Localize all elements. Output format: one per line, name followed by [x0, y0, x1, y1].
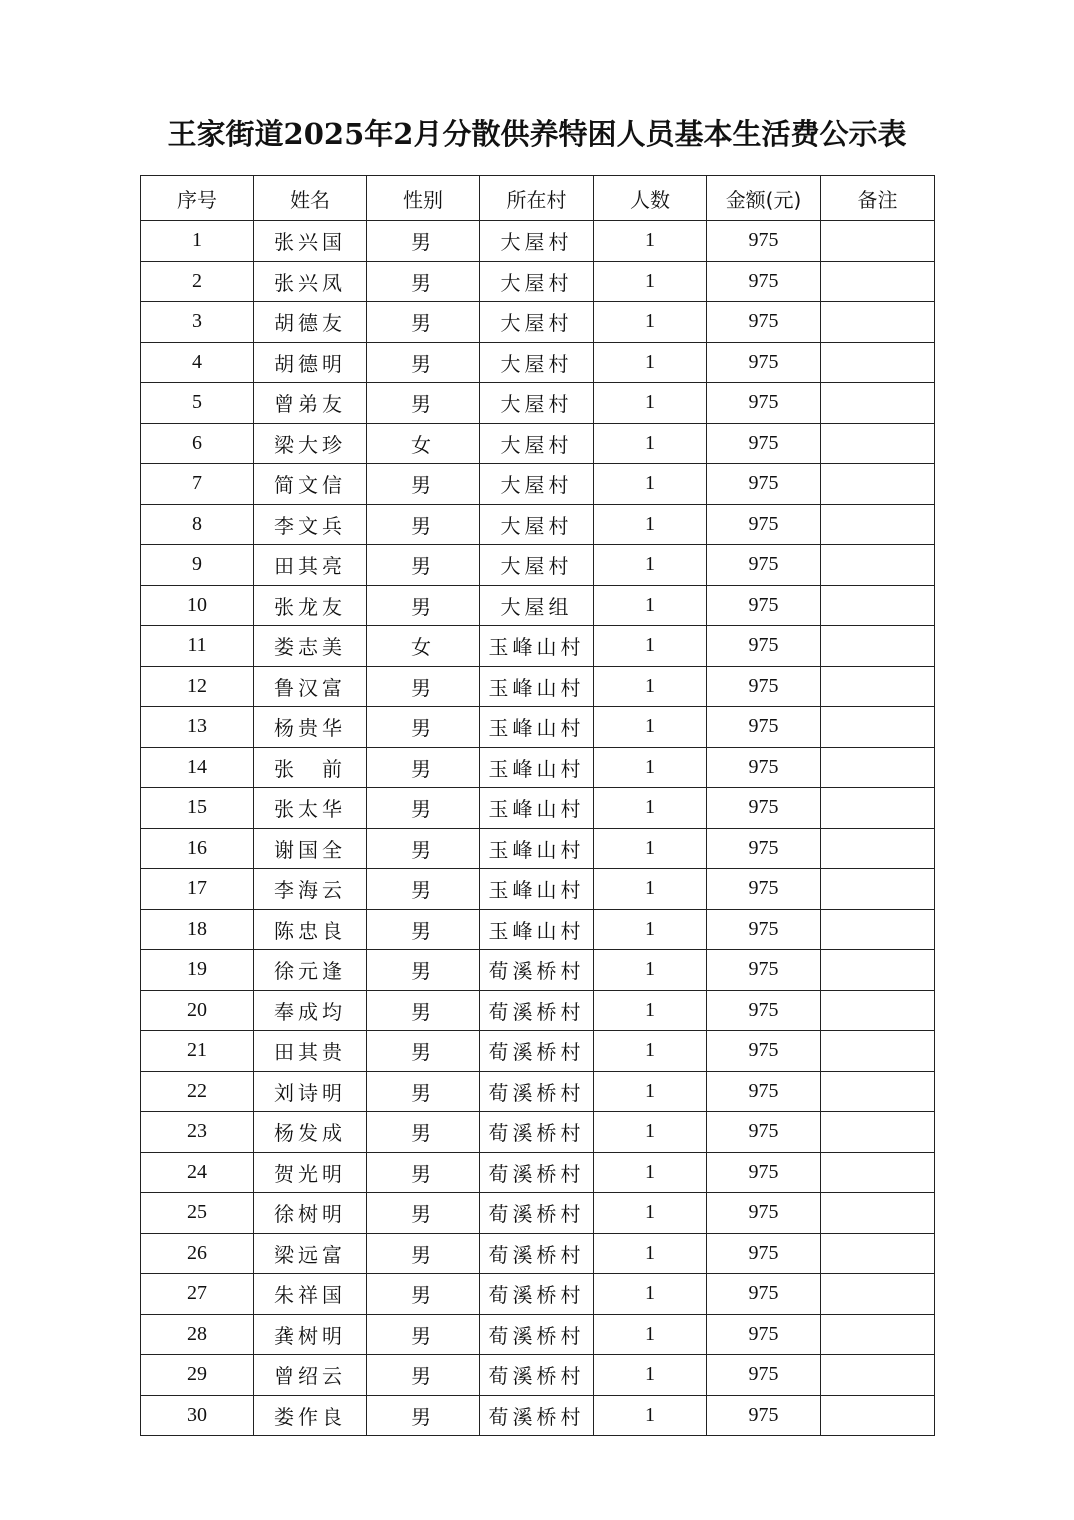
cell-name: 奉成均 — [254, 990, 367, 1031]
cell-seq: 9 — [141, 545, 254, 586]
cell-count: 1 — [594, 1071, 707, 1112]
cell-name: 田其亮 — [254, 545, 367, 586]
table-row — [141, 221, 935, 262]
table-row — [141, 990, 935, 1031]
cell-count: 1 — [594, 626, 707, 667]
cell-gender: 男 — [367, 464, 480, 505]
cell-village: 荀溪桥村 — [480, 1355, 594, 1396]
cell-amount: 975 — [707, 747, 821, 788]
cell-seq: 2 — [141, 261, 254, 302]
cell-amount: 975 — [707, 1274, 821, 1315]
table-row — [141, 545, 935, 586]
cell-amount: 975 — [707, 990, 821, 1031]
cell-amount: 975 — [707, 1355, 821, 1396]
cell-amount: 975 — [707, 545, 821, 586]
cell-name: 龚树明 — [254, 1314, 367, 1355]
cell-count: 1 — [594, 950, 707, 991]
cell-name: 徐树明 — [254, 1193, 367, 1234]
cell-amount: 975 — [707, 1112, 821, 1153]
cell-gender: 男 — [367, 828, 480, 869]
cell-note — [821, 1314, 935, 1355]
cell-name: 简文信 — [254, 464, 367, 505]
cell-village: 大屋村 — [480, 504, 594, 545]
cell-note — [821, 1233, 935, 1274]
cell-village: 玉峰山村 — [480, 707, 594, 748]
cell-name: 徐元逢 — [254, 950, 367, 991]
cell-note — [821, 869, 935, 910]
cell-village: 大屋村 — [480, 261, 594, 302]
table-row — [141, 1314, 935, 1355]
table-row — [141, 464, 935, 505]
cell-amount: 975 — [707, 950, 821, 991]
cell-seq: 1 — [141, 221, 254, 262]
cell-name: 张龙友 — [254, 585, 367, 626]
cell-village: 玉峰山村 — [480, 747, 594, 788]
cell-count: 1 — [594, 909, 707, 950]
cell-name: 杨发成 — [254, 1112, 367, 1153]
cell-amount: 975 — [707, 1395, 821, 1436]
cell-count: 1 — [594, 423, 707, 464]
table-row — [141, 788, 935, 829]
cell-name: 曾绍云 — [254, 1355, 367, 1396]
cell-seq: 4 — [141, 342, 254, 383]
cell-note — [821, 464, 935, 505]
cell-seq: 25 — [141, 1193, 254, 1234]
cell-name: 张兴凤 — [254, 261, 367, 302]
cell-note — [821, 828, 935, 869]
cell-note — [821, 585, 935, 626]
table-row — [141, 747, 935, 788]
cell-seq: 18 — [141, 909, 254, 950]
cell-village: 玉峰山村 — [480, 828, 594, 869]
cell-amount: 975 — [707, 869, 821, 910]
cell-gender: 男 — [367, 1071, 480, 1112]
cell-seq: 16 — [141, 828, 254, 869]
table-row — [141, 1152, 935, 1193]
cell-seq: 28 — [141, 1314, 254, 1355]
cell-gender: 男 — [367, 788, 480, 829]
cell-name: 张太华 — [254, 788, 367, 829]
cell-village: 大屋村 — [480, 423, 594, 464]
cell-seq: 13 — [141, 707, 254, 748]
table-row — [141, 828, 935, 869]
cell-gender: 男 — [367, 1233, 480, 1274]
cell-gender: 男 — [367, 342, 480, 383]
cell-count: 1 — [594, 504, 707, 545]
cell-seq: 14 — [141, 747, 254, 788]
table-row — [141, 950, 935, 991]
cell-village: 荀溪桥村 — [480, 1395, 594, 1436]
table-row — [141, 1395, 935, 1436]
cell-seq: 22 — [141, 1071, 254, 1112]
cell-village: 大屋村 — [480, 545, 594, 586]
cell-amount: 975 — [707, 423, 821, 464]
cell-gender: 男 — [367, 1031, 480, 1072]
cell-village: 荀溪桥村 — [480, 1112, 594, 1153]
cell-amount: 975 — [707, 383, 821, 424]
cell-village: 大屋村 — [480, 302, 594, 343]
cell-village: 玉峰山村 — [480, 788, 594, 829]
cell-name: 娄志美 — [254, 626, 367, 667]
cell-name: 张 前 — [254, 747, 367, 788]
cell-amount: 975 — [707, 1193, 821, 1234]
cell-note — [821, 707, 935, 748]
cell-gender: 男 — [367, 1274, 480, 1315]
cell-note — [821, 261, 935, 302]
cell-name: 胡德明 — [254, 342, 367, 383]
cell-amount: 975 — [707, 828, 821, 869]
cell-gender: 男 — [367, 747, 480, 788]
cell-count: 1 — [594, 302, 707, 343]
cell-note — [821, 1031, 935, 1072]
header-row — [141, 176, 935, 221]
cell-village: 玉峰山村 — [480, 869, 594, 910]
cell-seq: 19 — [141, 950, 254, 991]
cell-count: 1 — [594, 1314, 707, 1355]
cell-note — [821, 423, 935, 464]
cell-note — [821, 1355, 935, 1396]
cell-seq: 30 — [141, 1395, 254, 1436]
cell-seq: 7 — [141, 464, 254, 505]
cell-name: 梁远富 — [254, 1233, 367, 1274]
cell-count: 1 — [594, 383, 707, 424]
cell-village: 荀溪桥村 — [480, 1233, 594, 1274]
cell-note — [821, 788, 935, 829]
cell-village: 玉峰山村 — [480, 626, 594, 667]
cell-note — [821, 383, 935, 424]
cell-gender: 男 — [367, 221, 480, 262]
cell-seq: 5 — [141, 383, 254, 424]
table-row — [141, 1274, 935, 1315]
cell-name: 曾弟友 — [254, 383, 367, 424]
cell-village: 大屋村 — [480, 221, 594, 262]
cell-village: 荀溪桥村 — [480, 1152, 594, 1193]
cell-name: 朱祥国 — [254, 1274, 367, 1315]
cell-gender: 女 — [367, 626, 480, 667]
cell-gender: 男 — [367, 1355, 480, 1396]
cell-village: 荀溪桥村 — [480, 990, 594, 1031]
cell-name: 刘诗明 — [254, 1071, 367, 1112]
header-amount: 金额(元) — [707, 176, 821, 221]
table-row — [141, 1031, 935, 1072]
cell-note — [821, 1274, 935, 1315]
cell-village: 玉峰山村 — [480, 666, 594, 707]
cell-name: 贺光明 — [254, 1152, 367, 1193]
cell-village: 荀溪桥村 — [480, 1071, 594, 1112]
table-row — [141, 626, 935, 667]
cell-count: 1 — [594, 990, 707, 1031]
cell-seq: 29 — [141, 1355, 254, 1396]
table-row — [141, 342, 935, 383]
header-gender: 性别 — [367, 176, 480, 221]
cell-name: 李海云 — [254, 869, 367, 910]
header-count: 人数 — [594, 176, 707, 221]
cell-note — [821, 909, 935, 950]
cell-amount: 975 — [707, 909, 821, 950]
cell-amount: 975 — [707, 1233, 821, 1274]
cell-count: 1 — [594, 1193, 707, 1234]
cell-amount: 975 — [707, 666, 821, 707]
cell-count: 1 — [594, 707, 707, 748]
cell-village: 大屋组 — [480, 585, 594, 626]
cell-amount: 975 — [707, 1071, 821, 1112]
table-row — [141, 423, 935, 464]
cell-village: 荀溪桥村 — [480, 950, 594, 991]
table-row — [141, 666, 935, 707]
table-row — [141, 261, 935, 302]
cell-note — [821, 990, 935, 1031]
cell-name: 陈忠良 — [254, 909, 367, 950]
cell-note — [821, 747, 935, 788]
header-name: 姓名 — [254, 176, 367, 221]
cell-village: 荀溪桥村 — [480, 1031, 594, 1072]
cell-village: 荀溪桥村 — [480, 1314, 594, 1355]
cell-village: 大屋村 — [480, 342, 594, 383]
cell-name: 谢国全 — [254, 828, 367, 869]
table-row — [141, 1233, 935, 1274]
cell-amount: 975 — [707, 1031, 821, 1072]
cell-gender: 男 — [367, 1152, 480, 1193]
cell-seq: 8 — [141, 504, 254, 545]
cell-count: 1 — [594, 221, 707, 262]
cell-gender: 男 — [367, 504, 480, 545]
table-row — [141, 1193, 935, 1234]
cell-count: 1 — [594, 828, 707, 869]
cell-note — [821, 302, 935, 343]
cell-gender: 男 — [367, 1193, 480, 1234]
table-row — [141, 504, 935, 545]
cell-note — [821, 1395, 935, 1436]
cell-count: 1 — [594, 788, 707, 829]
cell-seq: 12 — [141, 666, 254, 707]
cell-gender: 男 — [367, 1395, 480, 1436]
cell-name: 张兴国 — [254, 221, 367, 262]
cell-count: 1 — [594, 261, 707, 302]
cell-note — [821, 1112, 935, 1153]
cell-gender: 男 — [367, 1314, 480, 1355]
table-row — [141, 1071, 935, 1112]
cell-gender: 男 — [367, 707, 480, 748]
cell-seq: 3 — [141, 302, 254, 343]
cell-gender: 男 — [367, 869, 480, 910]
cell-name: 鲁汉富 — [254, 666, 367, 707]
cell-amount: 975 — [707, 342, 821, 383]
cell-amount: 975 — [707, 585, 821, 626]
cell-seq: 27 — [141, 1274, 254, 1315]
cell-name: 李文兵 — [254, 504, 367, 545]
table-row — [141, 909, 935, 950]
cell-count: 1 — [594, 666, 707, 707]
cell-note — [821, 666, 935, 707]
cell-count: 1 — [594, 342, 707, 383]
cell-seq: 17 — [141, 869, 254, 910]
cell-seq: 26 — [141, 1233, 254, 1274]
cell-count: 1 — [594, 1395, 707, 1436]
cell-gender: 男 — [367, 990, 480, 1031]
table-row — [141, 1355, 935, 1396]
roster-table — [140, 175, 935, 1436]
cell-seq: 15 — [141, 788, 254, 829]
cell-gender: 男 — [367, 383, 480, 424]
table-row — [141, 1112, 935, 1153]
cell-gender: 男 — [367, 1112, 480, 1153]
cell-count: 1 — [594, 869, 707, 910]
cell-note — [821, 221, 935, 262]
cell-name: 杨贵华 — [254, 707, 367, 748]
cell-village: 大屋村 — [480, 383, 594, 424]
cell-count: 1 — [594, 585, 707, 626]
cell-amount: 975 — [707, 1314, 821, 1355]
header-village: 所在村 — [480, 176, 594, 221]
cell-amount: 975 — [707, 504, 821, 545]
cell-gender: 男 — [367, 909, 480, 950]
cell-note — [821, 626, 935, 667]
cell-note — [821, 1193, 935, 1234]
cell-amount: 975 — [707, 626, 821, 667]
cell-village: 荀溪桥村 — [480, 1193, 594, 1234]
cell-village: 玉峰山村 — [480, 909, 594, 950]
cell-gender: 男 — [367, 302, 480, 343]
cell-gender: 男 — [367, 950, 480, 991]
cell-count: 1 — [594, 1031, 707, 1072]
cell-count: 1 — [594, 545, 707, 586]
table-row — [141, 585, 935, 626]
cell-amount: 975 — [707, 464, 821, 505]
cell-seq: 11 — [141, 626, 254, 667]
roster-body — [141, 221, 935, 1436]
cell-seq: 24 — [141, 1152, 254, 1193]
cell-village: 大屋村 — [480, 464, 594, 505]
cell-amount: 975 — [707, 788, 821, 829]
table-row — [141, 302, 935, 343]
document-title: 王家街道2025年2月分散供养特困人员基本生活费公示表 — [167, 117, 907, 151]
cell-amount: 975 — [707, 1152, 821, 1193]
cell-seq: 21 — [141, 1031, 254, 1072]
cell-amount: 975 — [707, 707, 821, 748]
cell-note — [821, 1071, 935, 1112]
table-row — [141, 869, 935, 910]
cell-count: 1 — [594, 1355, 707, 1396]
cell-amount: 975 — [707, 261, 821, 302]
cell-gender: 男 — [367, 585, 480, 626]
header-seq: 序号 — [141, 176, 254, 221]
cell-count: 1 — [594, 1233, 707, 1274]
cell-gender: 男 — [367, 666, 480, 707]
cell-count: 1 — [594, 1274, 707, 1315]
cell-name: 梁大珍 — [254, 423, 367, 464]
cell-note — [821, 342, 935, 383]
cell-seq: 20 — [141, 990, 254, 1031]
cell-count: 1 — [594, 464, 707, 505]
cell-gender: 女 — [367, 423, 480, 464]
cell-seq: 23 — [141, 1112, 254, 1153]
cell-village: 荀溪桥村 — [480, 1274, 594, 1315]
cell-gender: 男 — [367, 545, 480, 586]
cell-note — [821, 545, 935, 586]
table-row — [141, 383, 935, 424]
cell-seq: 10 — [141, 585, 254, 626]
table-row — [141, 707, 935, 748]
cell-note — [821, 504, 935, 545]
cell-note — [821, 950, 935, 991]
cell-gender: 男 — [367, 261, 480, 302]
cell-name: 田其贵 — [254, 1031, 367, 1072]
cell-name: 胡德友 — [254, 302, 367, 343]
cell-seq: 6 — [141, 423, 254, 464]
cell-amount: 975 — [707, 221, 821, 262]
cell-count: 1 — [594, 1152, 707, 1193]
cell-note — [821, 1152, 935, 1193]
cell-count: 1 — [594, 1112, 707, 1153]
header-note: 备注 — [821, 176, 935, 221]
cell-count: 1 — [594, 747, 707, 788]
cell-amount: 975 — [707, 302, 821, 343]
cell-name: 娄作良 — [254, 1395, 367, 1436]
